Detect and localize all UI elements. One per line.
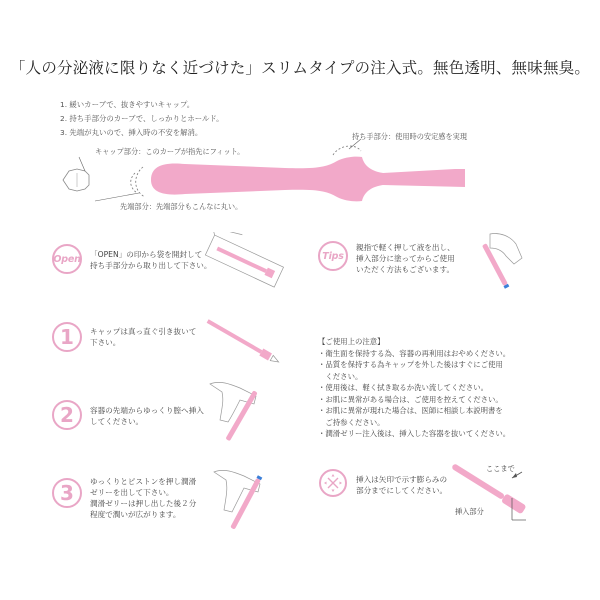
usage-notes-heading: 【ご使用上の注意】 [318, 337, 385, 346]
grip-dashed-arc [333, 146, 361, 155]
cap-shape [63, 169, 89, 191]
usage-notes: 【ご使用上の注意】 ・衛生面を保持する為、容器の再利用はおやめください。 ・品質を保持する為キャップを外した後はすぐにご使用 ください。 ・使用後は、軽く拭き取るか洗い流してください。 ・お肌に異常がある場合は、ご使用を控えてください。 ・お肌に異常が現れた場合は、医師に相談し本説明書を ご持参ください。 ・潤滑ゼリー注入後は、挿入した容器を抜いてください。 [318, 337, 511, 438]
tip-dashed-arc [136, 167, 145, 197]
insert-guide-icon [318, 468, 348, 498]
step-2-text: 容器の先端からゆっくり膣へ挿入 してください。 [90, 406, 204, 426]
feature-1: 1. 緩いカーブで、抜きやすいキャップ。 [60, 100, 195, 109]
step-2-icon: 2 [52, 400, 82, 430]
callout-grip: 持ち手部分：使用時の安定感を実現 [352, 132, 468, 141]
product-body [151, 157, 465, 202]
open-step-text: 「OPEN」の印から袋を開封して 持ち手部分から取り出して下さい。 [90, 250, 212, 270]
open-step-icon: Open [52, 244, 82, 274]
step-1-icon: 1 [52, 322, 82, 352]
insert-part-label: 挿入部分 [455, 507, 484, 516]
feature-2: 2. 持ち手部分のカーブで、しっかりとホールド。 [60, 114, 224, 123]
feature-3: 3. 先端が丸いので、挿入時の不安を解消。 [60, 128, 203, 137]
callout-cap: キャップ部分：このカーブが指先にフィット。 [95, 147, 245, 156]
step-2-illustration [206, 378, 276, 444]
callout-tip: 先端部分：先端部分もこんなに丸い。 [120, 202, 243, 211]
step-3-text: ゆっくりとピストンを押し潤滑 ゼリーを出して下さい。 潤滑ゼリーは押し出した後２分 程度で潤いが広がります。 [90, 477, 197, 519]
package-illustration [196, 232, 292, 292]
tips-text: 親指で軽く押して液を出し、 挿入部分に塗ってからご使用 いただく方法もございます。 [356, 243, 455, 274]
insert-here-label: ここまで [486, 464, 515, 473]
step-1-illustration [196, 314, 292, 370]
tips-icon: Tips [318, 241, 348, 271]
insert-text: 挿入は矢印で示す膨らみの 部分までにしてください。 [356, 475, 448, 495]
step-3-illustration [208, 464, 282, 534]
step-1-text: キャップは真っ直ぐ引き抜いて 下さい。 [90, 327, 197, 347]
tips-illustration [470, 228, 530, 290]
page-title: 「人の分泌液に限りなく近づけた」スリムタイプの注入式。無色透明、無味無臭。 [9, 59, 591, 77]
step-3-icon: 3 [52, 478, 82, 508]
